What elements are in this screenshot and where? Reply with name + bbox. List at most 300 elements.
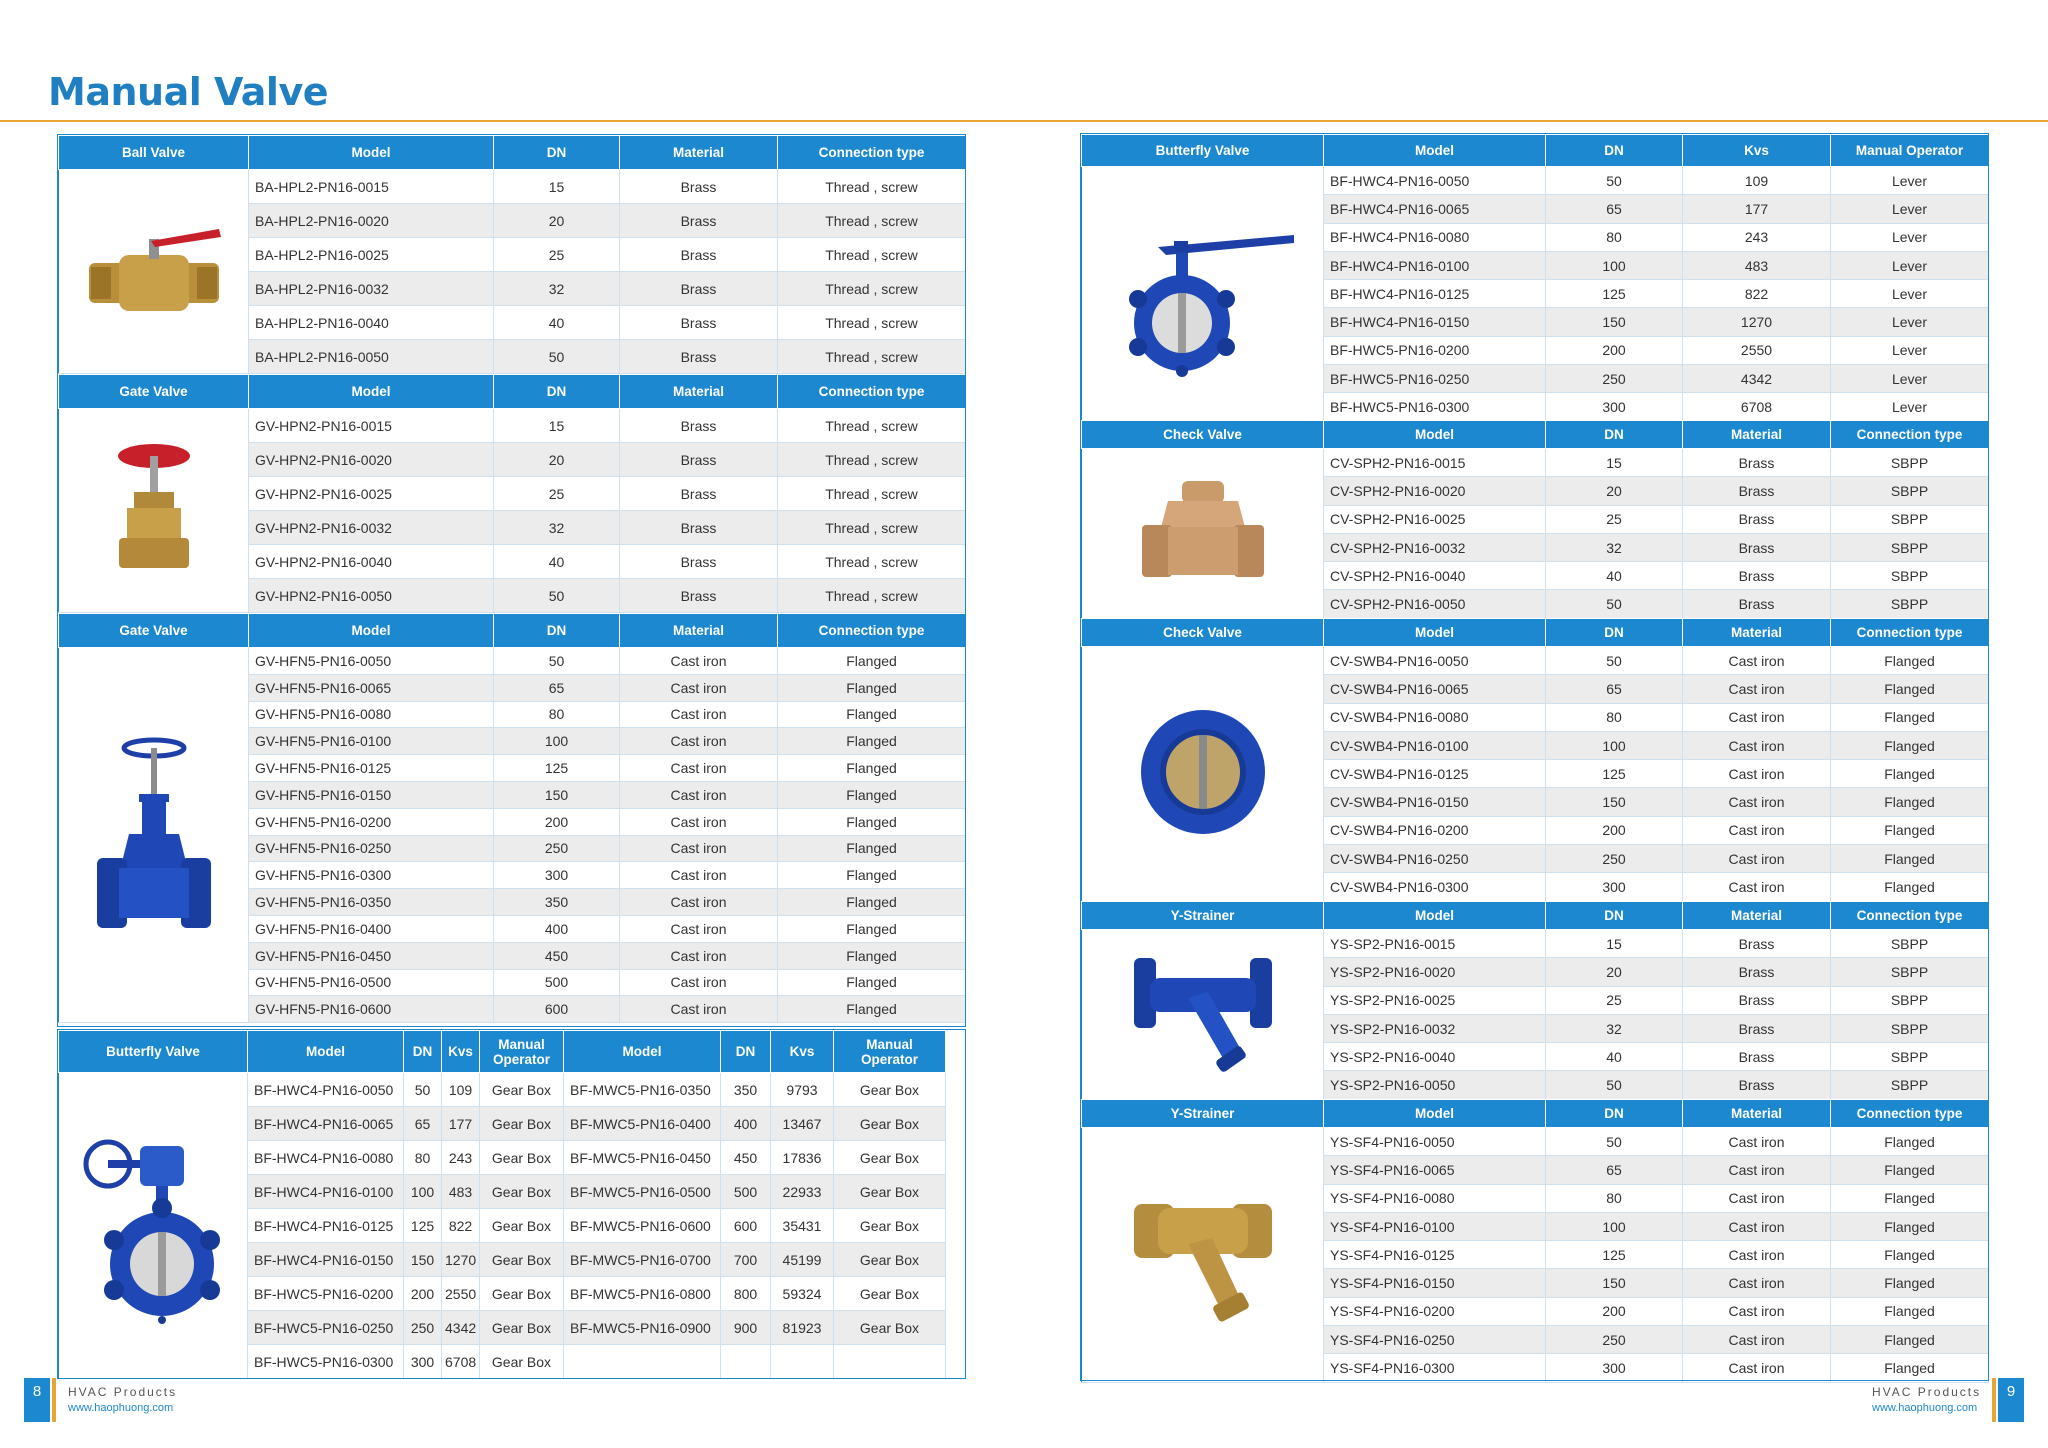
column-header: Connection type — [1831, 619, 1989, 647]
table-cell: Lever — [1831, 393, 1989, 421]
column-header: Kvs — [442, 1031, 480, 1073]
table-cell: Flanged — [1831, 647, 1989, 675]
table-cell: 80 — [1546, 223, 1683, 251]
table-cell: Flanged — [778, 969, 966, 996]
table-cell: Thread , screw — [778, 170, 966, 204]
table-cell: 50 — [494, 340, 620, 374]
model-cell: BF-HWC5-PN16-0200 — [1324, 336, 1546, 364]
table-cell: 40 — [494, 545, 620, 579]
model-cell: BF-HWC4-PN16-0100 — [1324, 251, 1546, 279]
model-cell: CV-SWB4-PN16-0080 — [1324, 703, 1546, 731]
table-cell: Cast iron — [1683, 1326, 1831, 1354]
table-cell: 150 — [494, 781, 620, 808]
table-row — [59, 409, 966, 443]
table-cell: Lever — [1831, 223, 1989, 251]
table-cell: Brass — [1683, 1014, 1831, 1042]
table-cell: 20 — [1546, 477, 1683, 505]
model-cell: CV-SWB4-PN16-0050 — [1324, 647, 1546, 675]
model-cell: GV-HFN5-PN16-0400 — [249, 915, 494, 942]
table-cell: 250 — [404, 1311, 442, 1345]
table-cell: Flanged — [1831, 703, 1989, 731]
table-cell: Thread , screw — [778, 409, 966, 443]
model-cell: YS-SF4-PN16-0125 — [1324, 1241, 1546, 1269]
table-cell: Cast iron — [1683, 1128, 1831, 1156]
page-number-right: 9 — [1998, 1378, 2024, 1422]
footer-url-left[interactable]: www.haophuong.com — [68, 1402, 174, 1414]
table-cell: Cast iron — [1683, 1354, 1831, 1382]
column-header: Model — [1324, 619, 1546, 647]
footer-accent-left — [52, 1378, 56, 1422]
column-header: Connection type — [778, 375, 966, 409]
table-cell: Cast iron — [620, 942, 778, 969]
table-cell: Cast iron — [620, 996, 778, 1023]
brass-gate-valve-image — [59, 409, 249, 613]
column-header: Material — [620, 614, 778, 648]
footer-url-right[interactable]: www.haophuong.com — [1872, 1402, 1978, 1414]
model-cell: CV-SWB4-PN16-0100 — [1324, 731, 1546, 759]
table-cell: Gear Box — [480, 1277, 564, 1311]
model-cell: YS-SF4-PN16-0200 — [1324, 1297, 1546, 1325]
wafer-check-valve-image — [1082, 647, 1324, 902]
table-cell: 59324 — [771, 1277, 834, 1311]
table-cell: Cast iron — [1683, 703, 1831, 731]
table-row — [1082, 647, 1989, 675]
table-cell: Cast iron — [1683, 816, 1831, 844]
table-cell: 45199 — [771, 1243, 834, 1277]
table-cell: 1270 — [442, 1243, 480, 1277]
table-cell: 25 — [494, 238, 620, 272]
model-cell: BF-HWC5-PN16-0200 — [248, 1277, 404, 1311]
table-cell: Flanged — [778, 728, 966, 755]
table-cell: SBPP — [1831, 958, 1989, 986]
table-cell: Gear Box — [480, 1175, 564, 1209]
model-cell: GV-HFN5-PN16-0200 — [249, 808, 494, 835]
column-header: Material — [1683, 421, 1831, 449]
table-cell: Flanged — [778, 781, 966, 808]
table-cell: 150 — [1546, 1269, 1683, 1297]
table-cell: 15 — [1546, 930, 1683, 958]
table-cell: 40 — [1546, 562, 1683, 590]
model-cell: GV-HPN2-PN16-0020 — [249, 443, 494, 477]
column-header: DN — [494, 614, 620, 648]
table-cell: Thread , screw — [778, 272, 966, 306]
model-cell: YS-SF4-PN16-0300 — [1324, 1354, 1546, 1382]
table-cell: 400 — [721, 1107, 771, 1141]
table-cell: 800 — [721, 1277, 771, 1311]
model-cell: BF-HWC4-PN16-0125 — [248, 1209, 404, 1243]
model-cell: GV-HFN5-PN16-0065 — [249, 674, 494, 701]
table-row — [59, 170, 966, 204]
table-cell: 500 — [721, 1175, 771, 1209]
table-category-header: Check Valve — [1082, 619, 1324, 647]
table-cell: Flanged — [778, 648, 966, 675]
table-cell: Thread , screw — [778, 477, 966, 511]
table-cell: Brass — [620, 477, 778, 511]
table-cell: Brass — [620, 306, 778, 340]
table-category-header: Ball Valve — [59, 136, 249, 170]
model-cell: GV-HFN5-PN16-0350 — [249, 889, 494, 916]
table-cell: Flanged — [778, 808, 966, 835]
table-cell: 50 — [404, 1073, 442, 1107]
table-cell: Cast iron — [620, 969, 778, 996]
table-cell: 50 — [1546, 1128, 1683, 1156]
table-cell: Flanged — [1831, 1128, 1989, 1156]
table-cell: 25 — [1546, 986, 1683, 1014]
table-cell: Thread , screw — [778, 443, 966, 477]
column-header: Model — [1324, 421, 1546, 449]
table-cell: Brass — [620, 340, 778, 374]
table-cell: Cast iron — [1683, 1156, 1831, 1184]
model-cell: GV-HPN2-PN16-0015 — [249, 409, 494, 443]
table-cell: Flanged — [778, 755, 966, 782]
table-cell: SBPP — [1831, 1014, 1989, 1042]
table-cell: Lever — [1831, 365, 1989, 393]
table-cell: Cast iron — [1683, 1269, 1831, 1297]
model-cell: CV-SWB4-PN16-0300 — [1324, 873, 1546, 901]
title-divider — [0, 120, 2048, 122]
model-cell: GV-HFN5-PN16-0300 — [249, 862, 494, 889]
table-cell: 20 — [1546, 958, 1683, 986]
column-header: Model — [249, 375, 494, 409]
table-row — [1082, 930, 1989, 958]
model-cell: CV-SPH2-PN16-0040 — [1324, 562, 1546, 590]
table-cell: Flanged — [778, 915, 966, 942]
table-cell: 483 — [442, 1175, 480, 1209]
table-category-header: Butterfly Valve — [1082, 135, 1324, 167]
table-cell: Cast iron — [1683, 1241, 1831, 1269]
model-cell: BF-MWC5-PN16-0400 — [564, 1107, 721, 1141]
table-cell: Brass — [620, 204, 778, 238]
column-header: Model — [1324, 1100, 1546, 1128]
table-cell: Brass — [1683, 533, 1831, 561]
column-header: Material — [1683, 619, 1831, 647]
model-cell: GV-HPN2-PN16-0032 — [249, 511, 494, 545]
model-cell: YS-SP2-PN16-0025 — [1324, 986, 1546, 1014]
column-header: Model — [249, 136, 494, 170]
column-header: DN — [404, 1031, 442, 1073]
model-cell: YS-SP2-PN16-0015 — [1324, 930, 1546, 958]
table-cell: 300 — [1546, 873, 1683, 901]
model-cell: GV-HPN2-PN16-0050 — [249, 579, 494, 613]
column-header: Connection type — [778, 136, 966, 170]
model-cell: GV-HFN5-PN16-0125 — [249, 755, 494, 782]
model-cell: CV-SPH2-PN16-0050 — [1324, 590, 1546, 618]
table-cell: 80 — [404, 1141, 442, 1175]
column-header: Manual Operator — [1831, 135, 1989, 167]
brass-check-valve-image — [1082, 449, 1324, 619]
table-cell: 200 — [1546, 816, 1683, 844]
table-cell: 700 — [721, 1243, 771, 1277]
table-cell: Gear Box — [834, 1209, 946, 1243]
table-cell: 32 — [494, 272, 620, 306]
table-cell — [721, 1345, 771, 1379]
spec-table-check-valve-brass — [1081, 420, 1989, 619]
table-cell: 100 — [1546, 731, 1683, 759]
table-cell: 500 — [494, 969, 620, 996]
table-cell: Lever — [1831, 336, 1989, 364]
table-cell: SBPP — [1831, 449, 1989, 477]
column-header: DN — [1546, 421, 1683, 449]
table-cell: 200 — [494, 808, 620, 835]
table-cell: Flanged — [1831, 845, 1989, 873]
table-cell: Cast iron — [1683, 647, 1831, 675]
table-cell: 200 — [404, 1277, 442, 1311]
cast-iron-gate-valve-image — [59, 648, 249, 1023]
table-cell: Brass — [1683, 505, 1831, 533]
model-cell: BF-MWC5-PN16-0350 — [564, 1073, 721, 1107]
table-cell: SBPP — [1831, 930, 1989, 958]
table-cell: 15 — [494, 409, 620, 443]
spec-table-check-valve-iron — [1081, 618, 1989, 902]
table-cell: Flanged — [1831, 1354, 1989, 1382]
table-cell: Flanged — [1831, 1184, 1989, 1212]
footer-brand-left: HVAC Products — [68, 1385, 178, 1399]
table-cell: Flanged — [1831, 1241, 1989, 1269]
column-header: Connection type — [1831, 421, 1989, 449]
table-cell: 65 — [1546, 675, 1683, 703]
table-cell: Cast iron — [1683, 1212, 1831, 1240]
table-cell: Flanged — [778, 674, 966, 701]
model-cell: BF-HWC4-PN16-0065 — [1324, 195, 1546, 223]
table-cell: 300 — [494, 862, 620, 889]
table-cell: Lever — [1831, 280, 1989, 308]
table-cell: Brass — [620, 238, 778, 272]
table-cell: 80 — [1546, 703, 1683, 731]
table-cell: 50 — [1546, 1071, 1683, 1099]
table-cell: 250 — [1546, 845, 1683, 873]
table-cell: 32 — [1546, 1014, 1683, 1042]
table-cell: 350 — [494, 889, 620, 916]
table-cell: 150 — [1546, 788, 1683, 816]
table-cell: 600 — [721, 1209, 771, 1243]
table-cell: 50 — [494, 579, 620, 613]
table-cell: 300 — [404, 1345, 442, 1379]
spec-table-ball-valve — [58, 135, 966, 374]
model-cell: CV-SPH2-PN16-0032 — [1324, 533, 1546, 561]
table-cell: Brass — [620, 409, 778, 443]
table-cell: Gear Box — [480, 1345, 564, 1379]
table-cell: 450 — [721, 1141, 771, 1175]
table-cell: Lever — [1831, 195, 1989, 223]
column-header: Material — [1683, 1100, 1831, 1128]
table-cell: Thread , screw — [778, 340, 966, 374]
table-category-header: Gate Valve — [59, 614, 249, 648]
table-cell: Cast iron — [620, 701, 778, 728]
table-cell: 300 — [1546, 1354, 1683, 1382]
table-cell: 32 — [494, 511, 620, 545]
table-cell: 822 — [442, 1209, 480, 1243]
table-cell: 4342 — [1683, 365, 1831, 393]
model-cell: BA-HPL2-PN16-0050 — [249, 340, 494, 374]
model-cell: BF-MWC5-PN16-0900 — [564, 1311, 721, 1345]
table-cell: Cast iron — [620, 728, 778, 755]
table-category-header: Y-Strainer — [1082, 1100, 1324, 1128]
table-cell: Flanged — [1831, 1156, 1989, 1184]
table-cell: Brass — [1683, 590, 1831, 618]
model-cell: BF-HWC4-PN16-0100 — [248, 1175, 404, 1209]
column-header: DN — [721, 1031, 771, 1073]
table-cell: 150 — [1546, 308, 1683, 336]
table-cell: 1270 — [1683, 308, 1831, 336]
table-cell — [834, 1345, 946, 1379]
spec-table-gate-valve-brass — [58, 374, 966, 613]
table-cell: Flanged — [1831, 1269, 1989, 1297]
table-cell: 2550 — [1683, 336, 1831, 364]
table-cell: 65 — [1546, 1156, 1683, 1184]
column-header: Model — [249, 614, 494, 648]
ball-valve-image — [59, 170, 249, 374]
table-cell: Flanged — [1831, 816, 1989, 844]
table-cell: 17836 — [771, 1141, 834, 1175]
model-cell: GV-HPN2-PN16-0025 — [249, 477, 494, 511]
table-cell: 125 — [1546, 760, 1683, 788]
model-cell: CV-SPH2-PN16-0015 — [1324, 449, 1546, 477]
table-cell: 6708 — [442, 1345, 480, 1379]
model-cell: CV-SWB4-PN16-0200 — [1324, 816, 1546, 844]
model-cell: BF-MWC5-PN16-0450 — [564, 1141, 721, 1175]
table-cell: 100 — [1546, 251, 1683, 279]
model-cell: GV-HFN5-PN16-0600 — [249, 996, 494, 1023]
model-cell: BF-HWC5-PN16-0300 — [248, 1345, 404, 1379]
table-cell: Brass — [620, 443, 778, 477]
model-cell: BA-HPL2-PN16-0032 — [249, 272, 494, 306]
table-cell: 80 — [494, 701, 620, 728]
table-cell: 65 — [1546, 195, 1683, 223]
table-row — [1082, 1128, 1989, 1156]
model-cell — [564, 1345, 721, 1379]
table-row — [59, 648, 966, 675]
table-cell: 25 — [494, 477, 620, 511]
model-cell: BF-HWC5-PN16-0300 — [1324, 393, 1546, 421]
table-cell: Flanged — [778, 701, 966, 728]
table-cell: 81923 — [771, 1311, 834, 1345]
table-cell — [771, 1345, 834, 1379]
column-header: Connection type — [778, 614, 966, 648]
table-cell: 450 — [494, 942, 620, 969]
model-cell: BF-MWC5-PN16-0600 — [564, 1209, 721, 1243]
table-cell: Cast iron — [1683, 788, 1831, 816]
table-cell: 15 — [494, 170, 620, 204]
model-cell: BF-HWC4-PN16-0150 — [1324, 308, 1546, 336]
table-cell: Brass — [620, 579, 778, 613]
table-row — [1082, 449, 1989, 477]
table-cell: 350 — [721, 1073, 771, 1107]
table-cell: 822 — [1683, 280, 1831, 308]
model-cell: CV-SPH2-PN16-0020 — [1324, 477, 1546, 505]
spec-table-y-strainer-brass — [1081, 901, 1989, 1100]
table-cell: Brass — [1683, 986, 1831, 1014]
model-cell: CV-SWB4-PN16-0150 — [1324, 788, 1546, 816]
cast-iron-y-strainer-image — [1082, 930, 1324, 1100]
table-cell: 250 — [1546, 1326, 1683, 1354]
model-cell: BF-HWC4-PN16-0065 — [248, 1107, 404, 1141]
table-cell: Brass — [620, 545, 778, 579]
spec-table-butterfly-lever — [1081, 134, 1989, 422]
table-cell: Flanged — [778, 889, 966, 916]
table-cell: 243 — [1683, 223, 1831, 251]
column-header: Model — [1324, 902, 1546, 930]
table-cell: SBPP — [1831, 590, 1989, 618]
model-cell: BF-HWC5-PN16-0250 — [248, 1311, 404, 1345]
table-cell: 20 — [494, 443, 620, 477]
table-cell: 13467 — [771, 1107, 834, 1141]
table-cell: 32 — [1546, 533, 1683, 561]
model-cell: BF-MWC5-PN16-0800 — [564, 1277, 721, 1311]
table-cell: Gear Box — [480, 1107, 564, 1141]
table-cell: 20 — [494, 204, 620, 238]
table-cell: Gear Box — [834, 1311, 946, 1345]
column-header: Connection type — [1831, 1100, 1989, 1128]
column-header: Material — [1683, 902, 1831, 930]
table-cell: Gear Box — [480, 1243, 564, 1277]
table-cell: 177 — [442, 1107, 480, 1141]
column-header: Material — [620, 136, 778, 170]
model-cell: YS-SP2-PN16-0020 — [1324, 958, 1546, 986]
table-cell: Brass — [1683, 1071, 1831, 1099]
table-cell: Brass — [1683, 958, 1831, 986]
model-cell: YS-SF4-PN16-0065 — [1324, 1156, 1546, 1184]
table-cell: Thread , screw — [778, 579, 966, 613]
column-header: Kvs — [771, 1031, 834, 1073]
table-cell: Flanged — [1831, 760, 1989, 788]
table-cell: Gear Box — [834, 1141, 946, 1175]
gearbox-butterfly-valve-image — [59, 1073, 248, 1379]
model-cell: BA-HPL2-PN16-0015 — [249, 170, 494, 204]
model-cell: BF-HWC4-PN16-0050 — [248, 1073, 404, 1107]
column-header: Manual Operator — [834, 1031, 946, 1073]
table-cell: 600 — [494, 996, 620, 1023]
table-cell: Flanged — [778, 835, 966, 862]
table-cell: 2550 — [442, 1277, 480, 1311]
model-cell: YS-SP2-PN16-0032 — [1324, 1014, 1546, 1042]
table-cell: 9793 — [771, 1073, 834, 1107]
model-cell: GV-HFN5-PN16-0250 — [249, 835, 494, 862]
table-cell: 25 — [1546, 505, 1683, 533]
model-cell: BF-HWC4-PN16-0080 — [1324, 223, 1546, 251]
table-cell: 22933 — [771, 1175, 834, 1209]
table-cell: Flanged — [1831, 873, 1989, 901]
model-cell: YS-SP2-PN16-0040 — [1324, 1043, 1546, 1071]
model-cell: YS-SF4-PN16-0150 — [1324, 1269, 1546, 1297]
table-cell: 109 — [1683, 167, 1831, 195]
model-cell: BF-HWC4-PN16-0050 — [1324, 167, 1546, 195]
table-cell: Brass — [620, 511, 778, 545]
column-header: Model — [248, 1031, 404, 1073]
lever-butterfly-valve-image — [1082, 167, 1324, 422]
table-cell: 4342 — [442, 1311, 480, 1345]
spec-table-gate-valve-iron — [58, 613, 966, 1023]
table-cell: Cast iron — [1683, 731, 1831, 759]
column-header: DN — [494, 136, 620, 170]
table-cell: Lever — [1831, 167, 1989, 195]
table-cell: Cast iron — [620, 889, 778, 916]
table-cell: 400 — [494, 915, 620, 942]
table-cell: 6708 — [1683, 393, 1831, 421]
model-cell: BA-HPL2-PN16-0040 — [249, 306, 494, 340]
table-cell: Gear Box — [480, 1141, 564, 1175]
model-cell: BF-HWC5-PN16-0250 — [1324, 365, 1546, 393]
table-cell: SBPP — [1831, 986, 1989, 1014]
model-cell: YS-SF4-PN16-0250 — [1324, 1326, 1546, 1354]
column-header: Material — [620, 375, 778, 409]
table-cell: 15 — [1546, 449, 1683, 477]
table-cell: Thread , screw — [778, 511, 966, 545]
table-cell: SBPP — [1831, 477, 1989, 505]
table-cell: Lever — [1831, 308, 1989, 336]
model-cell: GV-HPN2-PN16-0040 — [249, 545, 494, 579]
footer-accent-right — [1992, 1378, 1996, 1422]
column-header: Connection type — [1831, 902, 1989, 930]
